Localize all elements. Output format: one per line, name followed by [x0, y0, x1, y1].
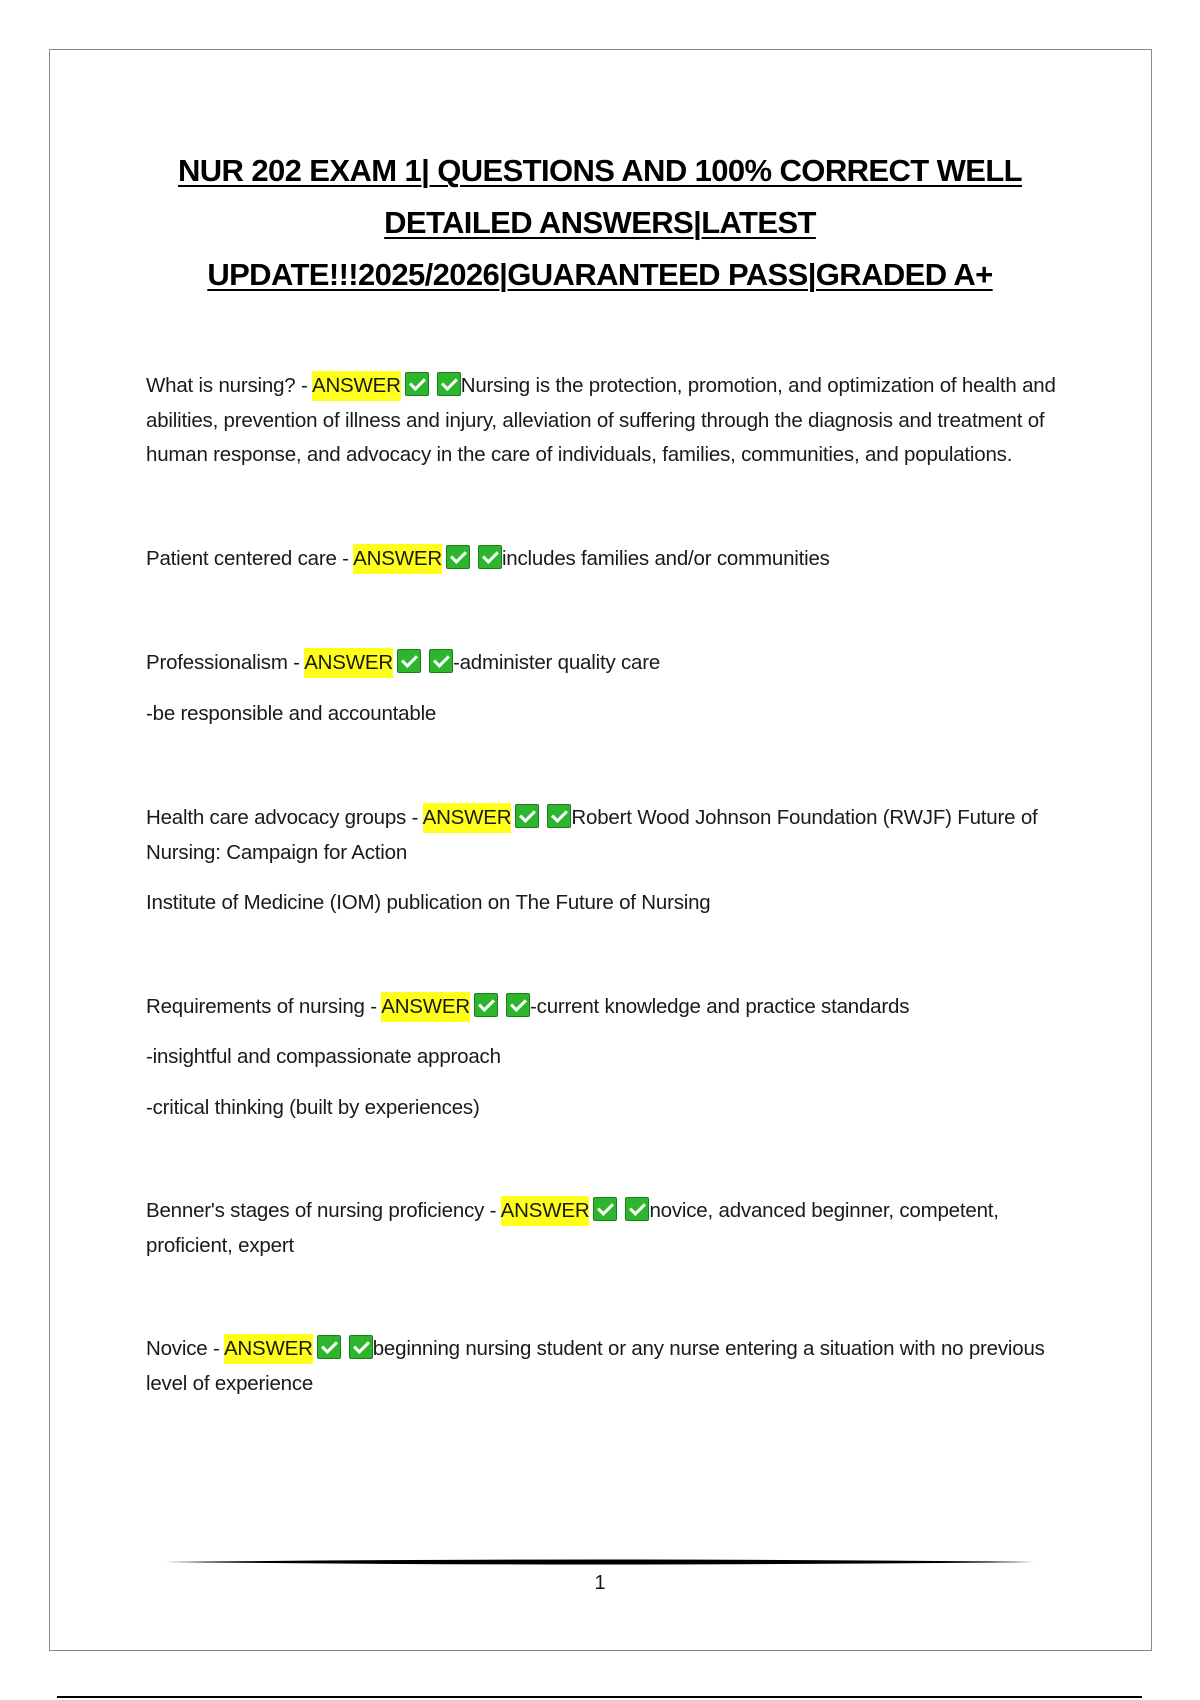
question-text: Patient centered care -	[146, 546, 354, 570]
answer-extra-line: Institute of Medicine (IOM) publication on The Future of Nursing	[146, 891, 711, 914]
check-mark-icon	[547, 804, 571, 828]
answer-label: ANSWER	[312, 371, 401, 401]
check-mark-icon	[317, 1335, 341, 1359]
check-mark-icon	[437, 372, 461, 396]
qa-entry	[146, 646, 1066, 681]
check-mark-icon	[474, 993, 498, 1017]
answer-label: ANSWER	[381, 992, 470, 1022]
question-text: Professionalism -	[146, 651, 305, 674]
answer-text: Robert Wood Johnson Foundation (RWJF) Future of Nursing: Campaign for Action	[146, 806, 1038, 864]
check-mark-icon	[593, 1197, 617, 1221]
check-mark-icon	[506, 993, 530, 1017]
question-text: Requirements of nursing -	[146, 994, 382, 1018]
qa-entry	[146, 1332, 1066, 1401]
question-text: Benner's stages of nursing proficiency -	[146, 1199, 501, 1222]
qa-list	[146, 369, 1066, 1401]
page-number: 1	[594, 1572, 606, 1594]
answer-label: ANSWER	[423, 803, 512, 833]
check-mark-icon	[405, 372, 429, 396]
check-mark-icon	[478, 545, 502, 569]
answer-extra-line: -critical thinking (built by experiences)	[146, 1095, 480, 1119]
bottom-rule	[57, 1696, 1142, 1698]
qa-item	[146, 990, 1066, 1126]
document-title	[140, 145, 1060, 301]
qa-item	[146, 1194, 1066, 1263]
answer-text: Nursing is the protection, promotion, and optimization of health and abilities, prevention of illness and injury, alleviation of suffering through the diagnosis and treatment of human response, and advocacy in the care of individuals, families, communities, and populations.	[146, 374, 1056, 466]
answer-text: -administer quality care	[452, 651, 661, 674]
qa-entry	[146, 990, 1066, 1025]
footer-divider	[165, 1558, 1035, 1566]
answer-text: novice, advanced beginner, competent, proficient, expert	[146, 1199, 999, 1257]
check-mark-icon	[397, 649, 421, 673]
qa-item	[146, 646, 1066, 731]
answer-label: ANSWER	[501, 1196, 590, 1226]
answer-label: ANSWER	[224, 1334, 313, 1364]
answer-text: includes families and/or communities	[501, 546, 830, 570]
qa-item	[146, 369, 1066, 473]
qa-entry	[146, 1194, 1066, 1263]
answer-label: ANSWER	[304, 648, 393, 678]
check-mark-icon	[349, 1335, 373, 1359]
answer-text: beginning nursing student or any nurse entering a situation with no previous level of experience	[146, 1337, 1045, 1395]
question-text: What is nursing? -	[146, 374, 312, 397]
title-line: UPDATE!!!2025/2026|GUARANTEED PASS|GRADED A+	[207, 257, 993, 292]
question-text: Health care advocacy groups -	[146, 806, 423, 829]
qa-item	[146, 1332, 1066, 1401]
question-text: Novice -	[146, 1337, 224, 1360]
qa-entry	[146, 542, 1066, 577]
title-line: DETAILED ANSWERS|LATEST	[384, 205, 816, 240]
check-mark-icon	[625, 1197, 649, 1221]
answer-extra-line: -insightful and compassionate approach	[146, 1045, 501, 1068]
title-line: NUR 202 EXAM 1| QUESTIONS AND 100% CORRECT WELL	[177, 153, 1023, 188]
check-mark-icon	[446, 545, 470, 569]
answer-label: ANSWER	[353, 544, 442, 574]
check-mark-icon	[515, 804, 539, 828]
check-mark-icon	[429, 649, 453, 673]
answer-text: -current knowledge and practice standards	[530, 994, 910, 1018]
qa-entry	[146, 801, 1066, 870]
qa-item	[146, 801, 1066, 921]
qa-item	[146, 542, 1066, 577]
answer-extra-line: -be responsible and accountable	[146, 701, 437, 725]
qa-entry	[146, 369, 1066, 473]
